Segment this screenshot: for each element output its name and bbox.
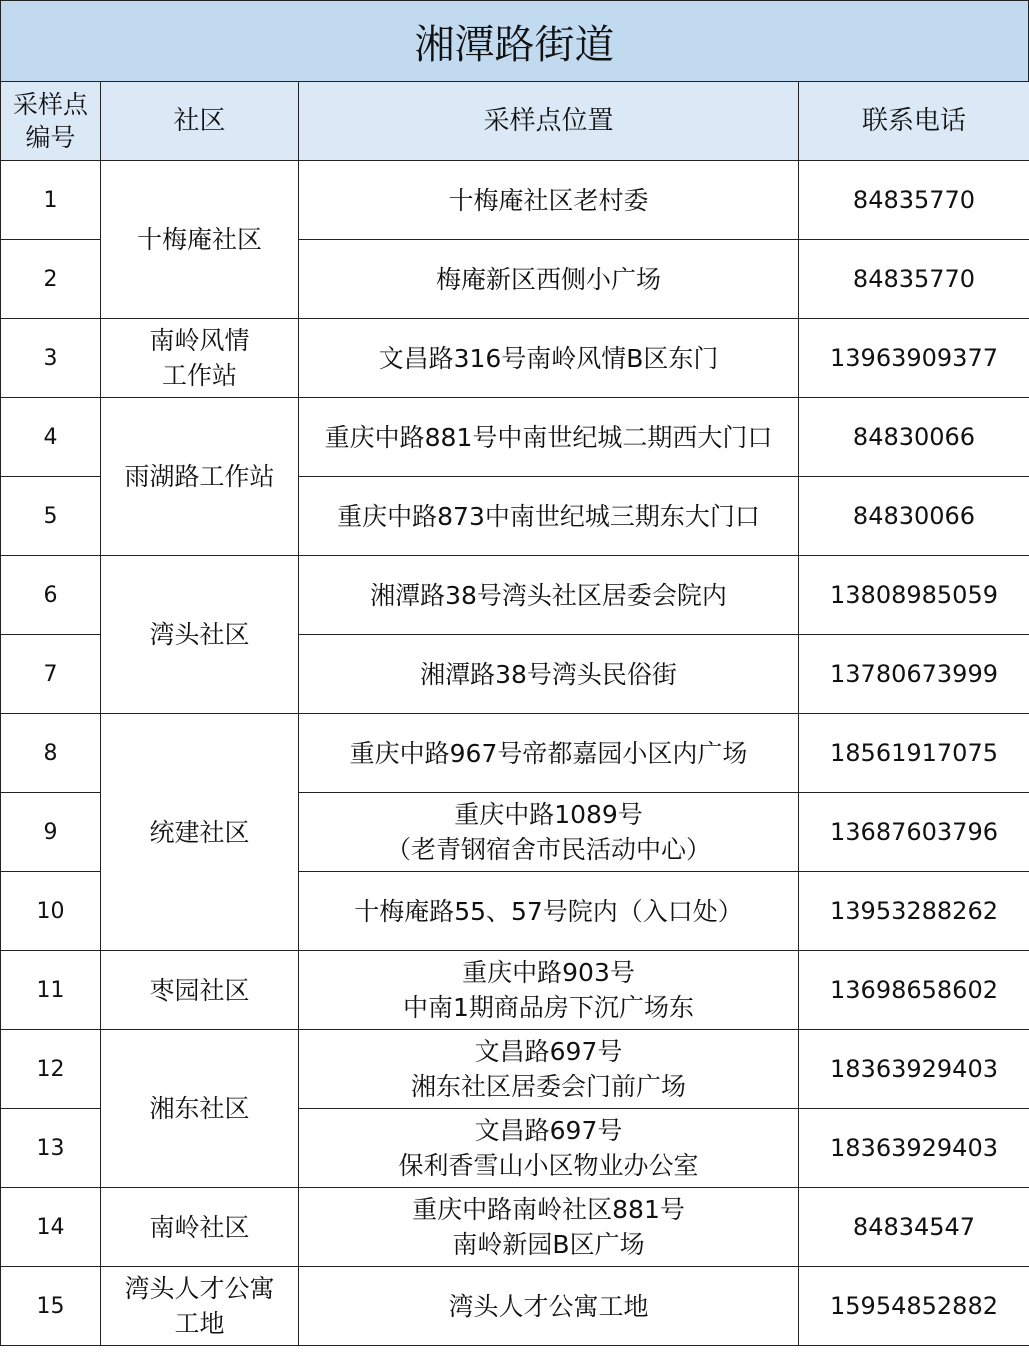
row-id-cell: 9 [1, 793, 101, 872]
row-id-cell: 10 [1, 872, 101, 951]
header-phone: 联系电话 [799, 82, 1029, 161]
phone-cell: 13953288262 [799, 872, 1029, 951]
row-id-cell: 14 [1, 1188, 101, 1267]
table-row [1, 556, 1029, 635]
location-cell [299, 1188, 799, 1267]
location-text-line: 湘东社区居委会门前广场 [410, 1072, 686, 1101]
community-name-line: 南岭社区 [149, 1212, 250, 1242]
location-text-line: 重庆中路967号帝都嘉园小区内广场 [349, 738, 748, 768]
location-cell [299, 1030, 799, 1109]
community-name-line: 工作站 [161, 361, 237, 390]
table-row [1, 951, 1029, 1030]
community-name-line: 雨湖路工作站 [124, 462, 275, 491]
location-text-line: 湘潭路38号湾头社区居委会院内 [370, 580, 727, 610]
row-id-cell: 2 [1, 240, 101, 319]
location-cell [299, 161, 799, 240]
location-text-line: 湾头人才公寓工地 [448, 1291, 649, 1321]
phone-cell: 84834547 [799, 1188, 1029, 1267]
table-row [1, 1267, 1029, 1346]
location-cell [299, 556, 799, 635]
phone-cell: 13780673999 [799, 635, 1029, 714]
table-row [1, 1188, 1029, 1267]
row-id-cell: 6 [1, 556, 101, 635]
phone-cell: 15954852882 [799, 1267, 1029, 1346]
header-id-line1: 采样点 [12, 90, 88, 119]
location-text-line: 保利香雪山小区物业办公室 [398, 1151, 699, 1180]
community-name-line: 湾头人才公寓 [124, 1274, 275, 1303]
location-cell [299, 1109, 799, 1188]
row-id-cell: 11 [1, 951, 101, 1030]
location-text-line: 重庆中路903号 [462, 958, 635, 987]
location-cell [299, 477, 799, 556]
location-cell [299, 951, 799, 1030]
community-cell [101, 556, 299, 714]
row-id-cell: 15 [1, 1267, 101, 1346]
location-text-line: （老青钢宿舍市民活动中心） [385, 835, 711, 864]
location-cell [299, 1267, 799, 1346]
location-text-line: 文昌路697号 [474, 1037, 623, 1066]
table-body [1, 161, 1029, 1346]
row-id-cell: 5 [1, 477, 101, 556]
header-row [1, 82, 1029, 161]
phone-cell: 13963909377 [799, 319, 1029, 398]
phone-cell: 18363929403 [799, 1109, 1029, 1188]
location-cell [299, 714, 799, 793]
community-name-line: 枣园社区 [149, 975, 250, 1005]
community-cell [101, 1267, 299, 1346]
table-row [1, 714, 1029, 793]
sheet-title: 湘潭路街道 [0, 0, 1029, 82]
row-id-cell: 4 [1, 398, 101, 477]
header-id [1, 82, 101, 161]
phone-cell: 13687603796 [799, 793, 1029, 872]
location-cell [299, 319, 799, 398]
phone-cell: 84835770 [799, 240, 1029, 319]
row-id-cell: 7 [1, 635, 101, 714]
location-text-line: 十梅庵社区老村委 [448, 185, 649, 215]
community-name-line: 工地 [174, 1309, 225, 1338]
community-cell [101, 319, 299, 398]
row-id-cell: 8 [1, 714, 101, 793]
phone-cell: 18363929403 [799, 1030, 1029, 1109]
location-text-line: 湘潭路38号湾头民俗街 [420, 659, 677, 689]
community-name-line: 湾头社区 [149, 620, 250, 649]
location-text-line: 重庆中路873中南世纪城三期东大门口 [337, 501, 760, 531]
header-community: 社区 [101, 82, 299, 161]
location-text-line: 十梅庵路55、57号院内（入口处） [354, 896, 743, 926]
table-row [1, 1030, 1029, 1109]
row-id-cell: 3 [1, 319, 101, 398]
table-row [1, 161, 1029, 240]
location-text-line: 梅庵新区西侧小广场 [435, 264, 661, 294]
community-cell [101, 1030, 299, 1188]
community-cell [101, 1188, 299, 1267]
phone-cell: 13808985059 [799, 556, 1029, 635]
row-id-cell: 12 [1, 1030, 101, 1109]
location-text-line: 南岭新园B区广场 [452, 1230, 645, 1259]
phone-cell: 84835770 [799, 161, 1029, 240]
header-id-line2: 编号 [25, 123, 76, 152]
community-cell [101, 714, 299, 951]
row-id-cell: 1 [1, 161, 101, 240]
location-cell [299, 793, 799, 872]
location-text-line: 中南1期商品房下沉广场东 [403, 993, 694, 1022]
phone-cell: 84830066 [799, 477, 1029, 556]
location-text-line: 文昌路697号 [474, 1116, 623, 1145]
header-location: 采样点位置 [299, 82, 799, 161]
phone-cell: 18561917075 [799, 714, 1029, 793]
community-cell [101, 161, 299, 319]
row-id-cell: 13 [1, 1109, 101, 1188]
location-text-line: 文昌路316号南岭风情B区东门 [378, 343, 719, 373]
location-text-line: 重庆中路881号中南世纪城二期西大门口 [324, 422, 773, 452]
community-cell [101, 951, 299, 1030]
table-row [1, 398, 1029, 477]
location-cell [299, 240, 799, 319]
phone-cell: 13698658602 [799, 951, 1029, 1030]
community-name-line: 统建社区 [149, 817, 250, 847]
table-row [1, 319, 1029, 398]
community-name-line: 湘东社区 [149, 1094, 250, 1123]
location-cell [299, 635, 799, 714]
community-name-line: 十梅庵社区 [136, 225, 262, 254]
location-cell [299, 872, 799, 951]
community-name-line: 南岭风情 [149, 326, 250, 355]
location-text-line: 重庆中路南岭社区881号 [412, 1195, 685, 1224]
location-text-line: 重庆中路1089号 [454, 800, 643, 829]
sampling-points-table [0, 81, 1029, 1346]
phone-cell: 84830066 [799, 398, 1029, 477]
location-cell [299, 398, 799, 477]
community-cell [101, 398, 299, 556]
